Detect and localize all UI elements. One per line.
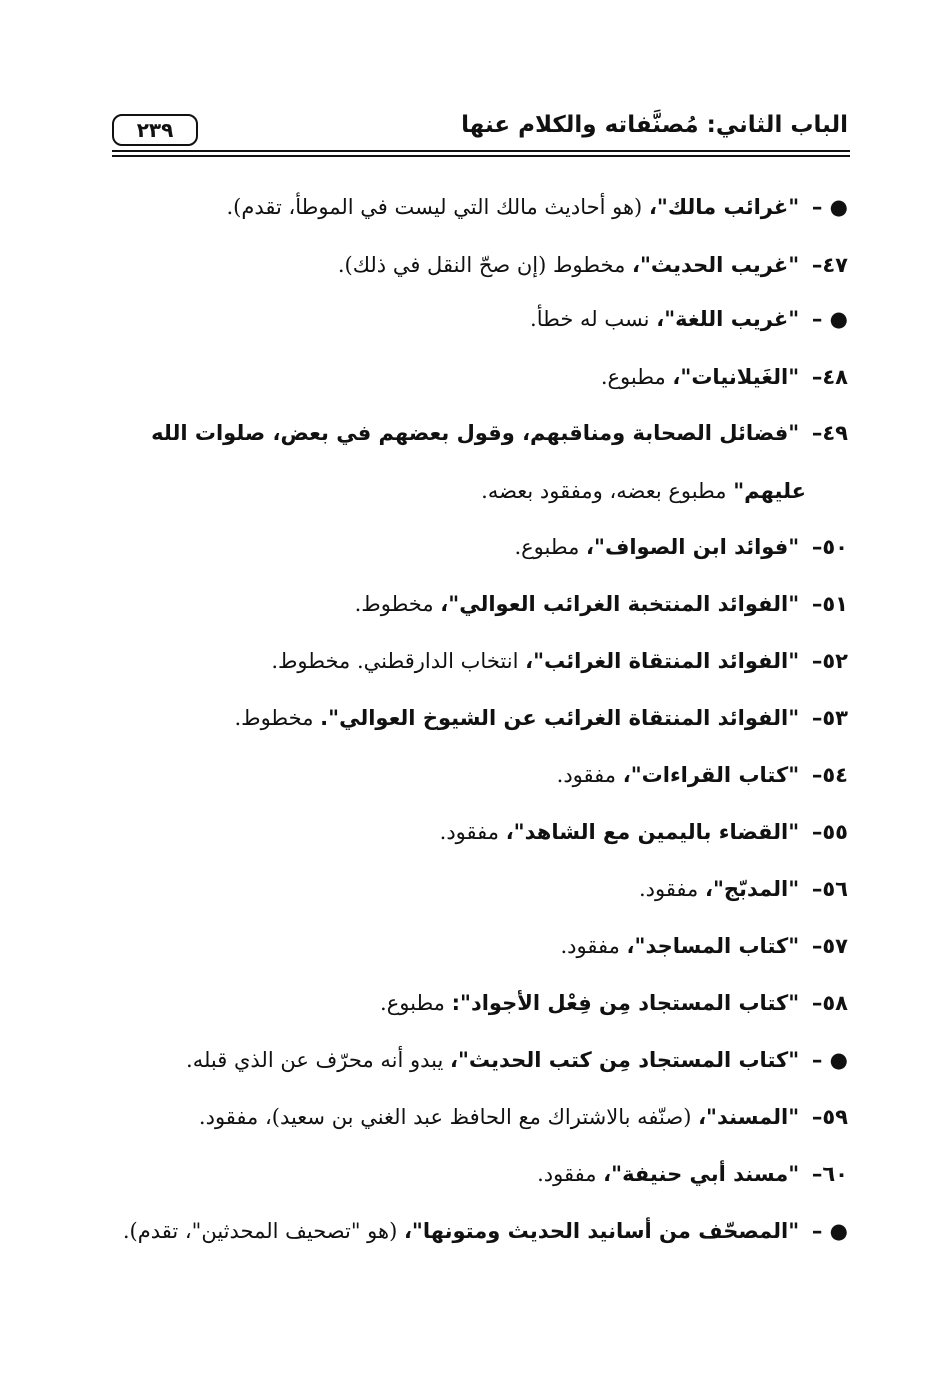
entry-description: مطبوع بعضه، ومفقود بعضه. — [481, 479, 727, 503]
entry-title: "كتاب المستجاد مِن فِعْل الأجواد": — [451, 991, 800, 1015]
entry-title: "مسند أبي حنيفة"، — [603, 1162, 800, 1186]
entry-item — [537, 1157, 848, 1191]
entry-title: "غريب الحديث"، — [632, 253, 800, 277]
entry-description: (هو أحاديث مالك التي ليست في الموطأ، تقدم). — [226, 195, 643, 219]
entry-item — [440, 815, 848, 849]
entry-title: "المسند"، — [698, 1105, 800, 1129]
entry-title: "الفوائد المنتقاة الغرائب عن الشيوخ العوالي". — [320, 706, 800, 730]
entry-item — [355, 587, 848, 621]
entry-item — [639, 872, 848, 906]
bullet-marker: ● – — [811, 307, 848, 331]
bullet-marker: ● – — [811, 1048, 848, 1072]
entry-description: مفقود. — [638, 877, 699, 901]
entry-title: "كتاب المساجد"، — [626, 934, 800, 958]
entry-number: ٤٧– — [811, 253, 848, 277]
bullet-marker: ● – — [811, 1219, 848, 1243]
entry-title: "المصحّف من أسانيد الحديث ومتونها"، — [403, 1219, 800, 1243]
entry-description: انتخاب الدارقطني. مخطوط. — [271, 649, 519, 673]
header-rule-double — [112, 155, 850, 157]
entry-number: ٥٠– — [811, 535, 848, 559]
entry-number: ٤٩– — [811, 421, 848, 445]
entry-description: مفقود. — [537, 1162, 597, 1186]
entry-number: ٥٦– — [811, 877, 848, 901]
entry-item — [601, 360, 848, 394]
entry-continuation — [481, 474, 812, 508]
entry-item — [226, 190, 848, 224]
entry-description: مطبوع. — [514, 535, 580, 559]
entry-item — [560, 929, 848, 963]
entry-number: ٤٨– — [811, 365, 848, 389]
entry-number: ٥٨– — [811, 991, 848, 1015]
entry-description: مفقود. — [439, 820, 500, 844]
entry-title: "الغَيلانيات"، — [672, 365, 800, 389]
entry-description: مطبوع. — [600, 365, 666, 389]
entry-number: ٥٤– — [811, 763, 848, 787]
page-number: ٢٣٩ — [112, 114, 198, 146]
entry-title: "غريب اللغة"، — [656, 307, 800, 331]
entry-description: (صنّفه بالاشتراك مع الحافظ عبد الغني بن سعيد)، مفقود. — [198, 1105, 692, 1129]
entry-item — [234, 701, 848, 735]
entry-title: "القضاء باليمين مع الشاهد"، — [505, 820, 800, 844]
entry-description: مطبوع. — [380, 991, 445, 1015]
entry-title: "غرائب مالك"، — [648, 195, 800, 219]
entry-title: عليهم" — [733, 479, 806, 503]
entry-number: ٥٧– — [811, 934, 848, 958]
entry-number: ٥٣– — [811, 706, 848, 730]
page-header — [112, 112, 848, 152]
entry-item — [186, 1043, 848, 1077]
entry-description: مخطوط (إن صحّ النقل في ذلك). — [337, 253, 626, 277]
entry-number: ٥١– — [811, 592, 848, 616]
entry-item — [271, 644, 848, 678]
entry-description: مفقود. — [560, 934, 620, 958]
entry-title: "كتاب القراءات"، — [622, 763, 800, 787]
entry-item — [380, 986, 848, 1020]
entry-description: مخطوط. — [234, 706, 314, 730]
entry-number: ٥٢– — [811, 649, 848, 673]
entry-description: (هو "تصحيف المحدثين"، تقدم). — [122, 1219, 398, 1243]
entry-description: مفقود. — [556, 763, 617, 787]
entry-number: ٥٥– — [811, 820, 848, 844]
header-rule — [112, 150, 850, 152]
entry-item — [338, 248, 848, 282]
chapter-title: الباب الثاني: مُصنَّفاته والكلام عنها — [461, 112, 848, 138]
entry-title: "الفوائد المنتقاة الغرائب"، — [525, 649, 800, 673]
entry-title: "كتاب المستجاد مِن كتب الحديث"، — [450, 1048, 800, 1072]
entry-item — [530, 302, 848, 336]
entry-item — [557, 758, 848, 792]
entry-title: "فضائل الصحابة ومناقبهم، وقول بعضهم في بعض، صلوات الله — [151, 421, 800, 445]
entry-description: نسب له خطأ. — [530, 307, 650, 331]
entry-item — [151, 416, 848, 450]
entry-description: مخطوط. — [354, 592, 434, 616]
entry-item — [514, 530, 848, 564]
entry-description: يبدو أنه محرّف عن الذي قبله. — [186, 1048, 444, 1072]
entry-number: ٦٠– — [811, 1162, 848, 1186]
entry-number: ٥٩– — [811, 1105, 848, 1129]
entry-title: "فوائد ابن الصواف"، — [586, 535, 800, 559]
entry-title: "المدبّج"، — [705, 877, 800, 901]
bullet-marker: ● – — [811, 195, 848, 219]
entry-title: "الفوائد المنتخبة الغرائب العوالي"، — [440, 592, 800, 616]
entry-item — [123, 1214, 848, 1248]
entry-item — [199, 1100, 848, 1134]
